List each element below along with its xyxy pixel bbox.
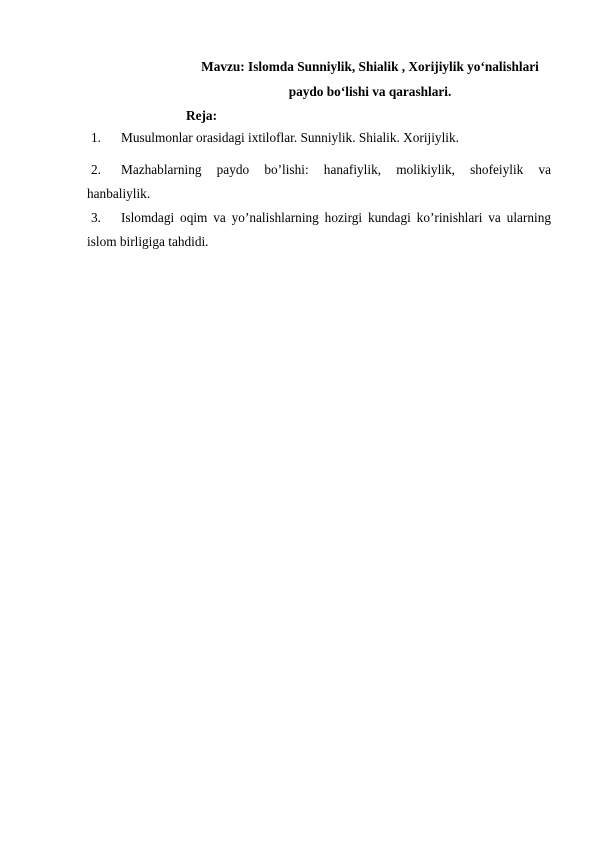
plan-item: [87, 206, 551, 254]
plan-item-number: 1.: [91, 130, 101, 145]
plan-item-text: Mazhablarning paydo bo’lishi: hanafiylik, molikiylik, shofeiylik va: [121, 162, 551, 177]
plan-item-number: 2.: [91, 162, 101, 177]
plan-item-text: Islomdagi oqim va yo’nalishlarning hozirgi kundagi ko’rinishlari va ularning: [121, 210, 551, 225]
document-title-line-1: Mavzu: Islomda Sunniylik, Shialik , Xorijiylik yo‘nalishlari: [201, 59, 539, 74]
plan-item: [87, 126, 551, 150]
plan-item-text-continued: islom birligiga tahdidi.: [87, 234, 209, 249]
plan-item: [87, 158, 551, 206]
plan-item-text-continued: hanbaliylik.: [87, 186, 151, 201]
document-title-line-2: paydo bo‘lishi va qarashlari.: [288, 84, 452, 99]
plan-heading: Reja:: [186, 108, 218, 123]
plan-item-text: Musulmonlar orasidagi ixtiloflar. Sunniylik. Shialik. Xorijiylik.: [121, 130, 459, 145]
plan-item-number: 3.: [91, 210, 101, 225]
